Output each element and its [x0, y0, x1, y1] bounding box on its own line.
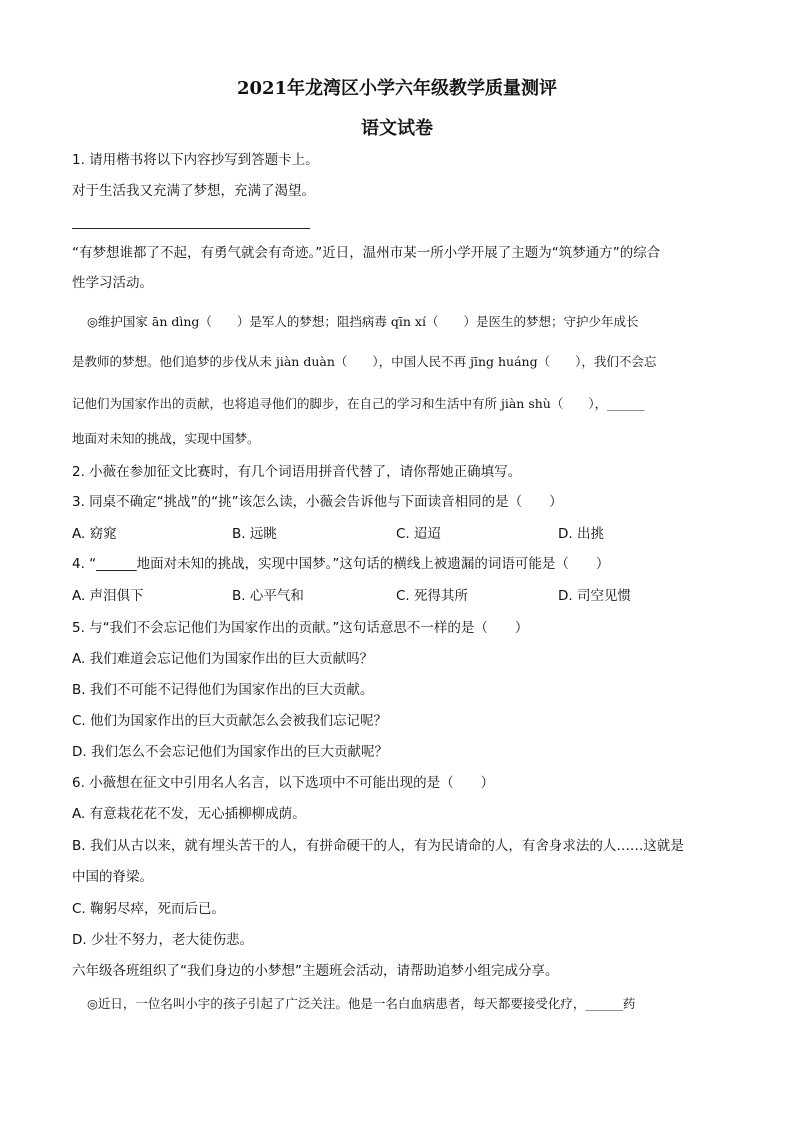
passage-line-1: ◎维护国家 ān dìng（ ）是军人的梦想；阻挡病毒 qīn xí（ ）是医生的梦想；守护少年成长 [87, 314, 639, 329]
q4-option-b: B. 心平气和 [232, 588, 304, 604]
q5-option-b: B. 我们不可能不记得他们为国家作出的巨大贡献。 [72, 682, 374, 698]
q4-stem: 4. “______地面对未知的挑战，实现中国梦。”这句话的横线上被遗漏的词语可能是（ ） [72, 556, 610, 572]
passage-line-4: 地面对未知的挑战，实现中国梦。 [72, 431, 260, 446]
q5-option-c: C. 他们为国家作出的巨大贡献怎么会被我们忘记呢？ [72, 713, 388, 729]
q5-option-a: A. 我们难道会忘记他们为国家作出的巨大贡献吗？ [72, 651, 374, 667]
q4-option-a: A. 声泪俱下 [72, 588, 144, 604]
q6-option-d: D. 少壮不努力，老大徒伤悲。 [72, 932, 253, 948]
q1-copy-text: 对于生活我又充满了梦想，充满了渴望。 [72, 183, 315, 199]
exam-title: 2021年龙湾区小学六年级教学质量测评 [236, 78, 558, 99]
q2-stem: 2. 小薇在参加征文比赛时，有几个词语用拼音代替了，请你帮她正确填写。 [72, 464, 522, 480]
section2-passage: ◎近日，一位名叫小宇的孩子引起了广泛关注。他是一名白血病患者，每天都要接受化疗，______药 [87, 996, 636, 1011]
passage-line-3: 记他们为国家作出的贡献，也将追寻他们的脚步，在自己的学习和生活中有所 jiàn shù（ ），______ [72, 396, 645, 411]
passage-line-2: 是教师的梦想。他们追梦的步伐从未 jiàn duàn（ ），中国人民不再 jīng huáng（ ），我们不会忘 [72, 354, 657, 369]
q6-stem: 6. 小薇想在征文中引用名人名言，以下选项中不可能出现的是（ ） [72, 775, 495, 791]
intro-line-1: “有梦想谁都了不起，有勇气就会有奇迹。”近日，温州市某一所小学开展了主题为“筑梦通方”的综合 [72, 245, 661, 261]
q4-option-c: C. 死得其所 [396, 588, 469, 604]
q5-stem: 5. 与“我们不会忘记他们为国家作出的贡献。”这句话意思不一样的是（ ） [72, 620, 529, 636]
section2-intro: 六年级各班组织了“我们身边的小梦想”主题班会活动，请帮助追梦小组完成分享。 [72, 963, 559, 979]
q6-option-b: B. 我们从古以来，就有埋头苦干的人，有拼命硬干的人，有为民请命的人，有舍身求法的人……这就是 [72, 838, 684, 854]
q5-option-d: D. 我们怎么不会忘记他们为国家作出的巨大贡献呢？ [72, 744, 388, 760]
q6-option-c: C. 鞠躬尽瘁，死而后已。 [72, 901, 226, 917]
q1-instruction: 1. 请用楷书将以下内容抄写到答题卡上。 [72, 152, 319, 168]
answer-line [72, 228, 310, 229]
q4-option-d: D. 司空见惯 [558, 588, 631, 604]
q3-option-d: D. 出挑 [558, 526, 604, 542]
q3-option-a: A. 窈窕 [72, 526, 117, 542]
exam-subtitle: 语文试卷 [361, 118, 433, 139]
q6-option-b-cont: 中国的脊梁。 [72, 869, 153, 885]
q3-option-b: B. 远眺 [232, 526, 277, 542]
q3-stem: 3. 同桌不确定“挑战”的“挑”该怎么读，小薇会告诉他与下面读音相同的是（ ） [72, 494, 563, 510]
q3-option-c: C. 迢迢 [396, 526, 442, 542]
intro-line-2: 性学习活动。 [72, 275, 153, 291]
q6-option-a: A. 有意栽花花不发，无心插柳柳成荫。 [72, 806, 306, 822]
